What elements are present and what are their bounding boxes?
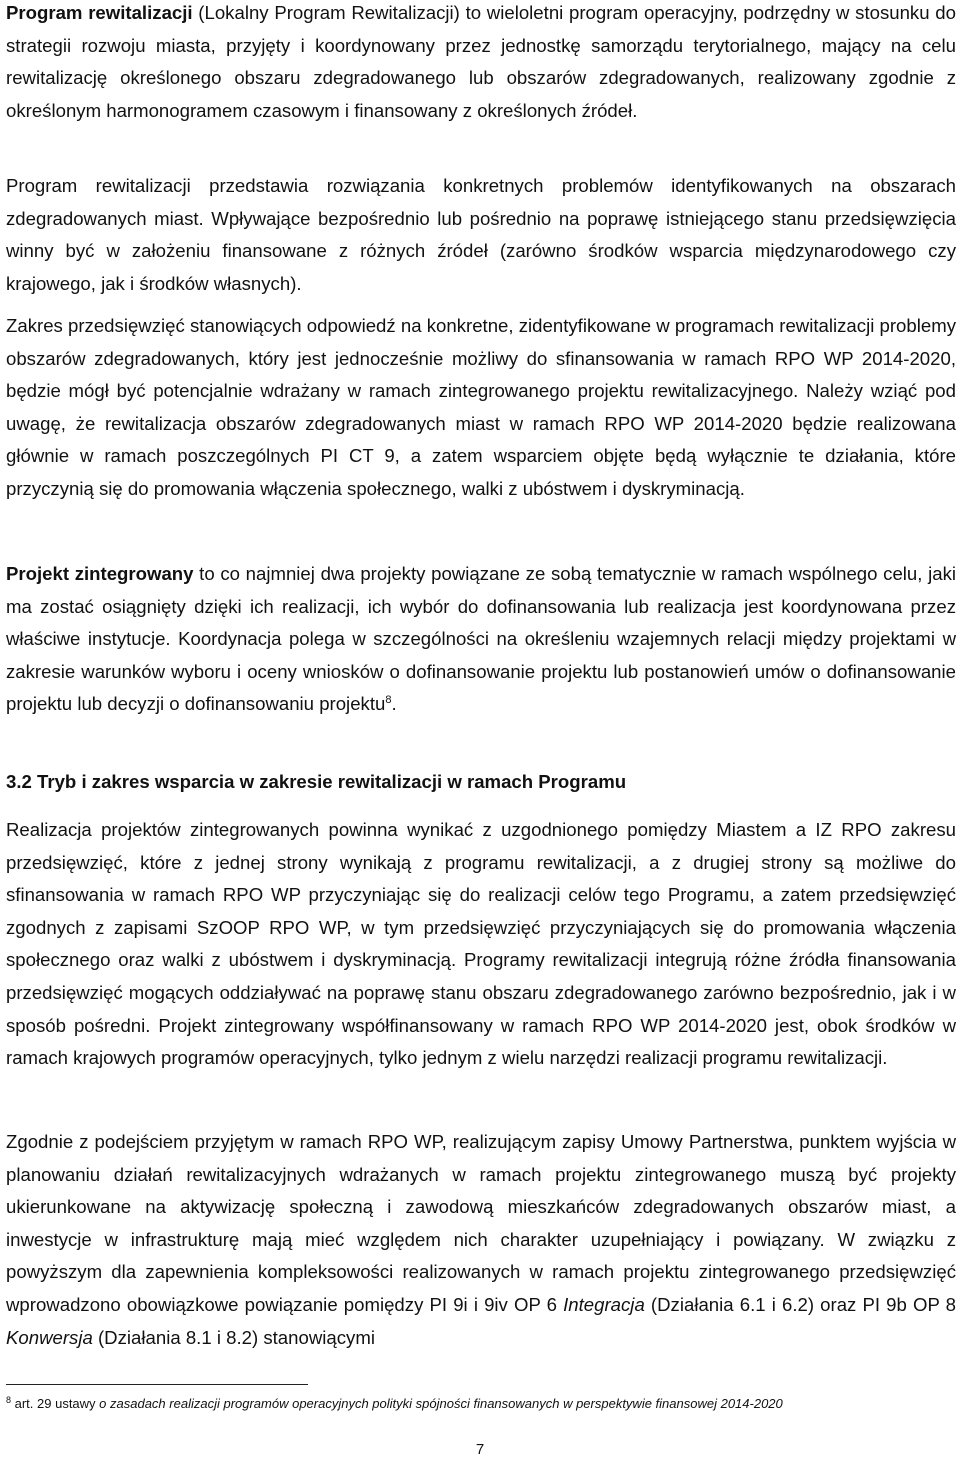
footnote-number: 8 [6,1395,12,1405]
section-heading: 3.2 Tryb i zakres wsparcia w zakresie rewitalizacji w ramach Programu [6,771,627,792]
term-projekt-zintegrowany: Projekt zintegrowany [6,563,194,584]
page-number: 7 [475,1441,485,1458]
footnote [6,1394,956,1414]
paragraph-text: (Działania 6.1 i 6.2) oraz PI 9b OP 8 [644,1293,956,1315]
paragraph-text: (Działania 8.1 i 8.2) stanowiącymi [92,1326,375,1348]
paragraph-text: to co najmniej dwa projekty powiązane ze sobą tematycznie w ramach wspólnego celu, jaki ma zostać osiągnięty dzięki ich realizacji, ich wybór do dofinansowania lub realizacja jest koordynowana przez właściwe instytucje. Koordynacja polega w szczególności na określeniu wzajemnych relacji między projektami w zakresie warunków wyboru i oceny wniosków o dofinansowanie projektu lub postanowień umów o dofinansowanie projektu lub decyzji o dofinansowaniu projektu [6,563,956,715]
op-name-integracja: Integracja [563,1293,645,1315]
term-program-rewitalizacji: Program rewitalizacji [6,2,193,23]
paragraph-zakres-przedsiewziec: Zakres przedsięwzięć stanowiących odpowiedź na konkretne, zidentyfikowane w programach rewitalizacji problemy obszarów zdegradowanych, który jest jednocześnie możliwy do sfinansowania w ramach RPO WP 2014-2020, będzie mógł być potencjalnie wdrażany w ramach zintegrowanego projektu rewitalizacyjnego. Należy wziąć pod uwagę, że rewitalizacja obszarów zdegradowanych miast w ramach RPO WP 2014-2020 będzie realizowana głównie w ramach poszczególnych PI CT 9, a zatem wsparciem objęte będą wyłącznie te działania, które przyczynią się do promowania włączenia społecznego, walki z ubóstwem i dyskryminacją. [6,315,956,499]
paragraph-rozwiazania: Program rewitalizacji przedstawia rozwiązania konkretnych problemów identyfikowanych na obszarach zdegradowanych miast. Wpływające bezpośrednio lub pośrednio na poprawę istniejącego stanu przedsięwzięcia winny być w założeniu finansowane z różnych źródeł (zarówno środków wsparcia międzynarodowego czy krajowego, jak i środków własnych). [6,175,956,294]
paragraph-realizacja-projektow: Realizacja projektów zintegrowanych powinna wynikać z uzgodnionego pomiędzy Miastem a IZ RPO zakresu przedsięwzięć, które z jednej strony wynikają z programu rewitalizacji, a z drugiej strony są możliwe do sfinansowania w ramach RPO WP przyczyniając się do realizacji celów tego Programu, a zatem przedsięwzięć zgodnych z zapisami SzOOP RPO WP, w tym przedsięwzięć przyczyniających się do promowania włączenia społecznego oraz walki z ubóstwem i dyskryminacją. Programy rewitalizacji integrują różne źródła finansowania przedsięwzięć mogących oddziaływać na poprawę stanu obszaru zdegradowanego zarówno bezpośrednio, jak i w sposób pośredni. Projekt zintegrowany współfinansowany w ramach RPO WP 2014-2020 jest, obok środków w ramach krajowych programów operacyjnych, tylko jednym z wielu narzędzi realizacji programu rewitalizacji. [6,819,956,1069]
paragraph-text: Zgodnie z podejściem przyjętym w ramach RPO WP, realizującym zapisy Umowy Partnerstwa, punktem wyjścia w planowaniu działań rewitalizacyjnych wdrażanych w ramach projektu zintegrowanego muszą być projekty ukierunkowane na aktywizację społeczną i zawodową mieszkańców zdegradowanych obszarów miast, a inwestycje w infrastrukturę mają mieć względem nich charakter uzupełniający i powiązany. W związku z powyższym dla zapewnienia kompleksowości realizowanych w ramach projektu zintegrowanego przedsięwzięć wprowadzono obowiązkowe powiązanie pomiędzy PI 9i i 9iv OP 6 [6,1131,956,1315]
paragraph-end: . [391,693,397,715]
footnote-act-title: o zasadach realizacji programów operacyjnych polityki spójności finansowanych w perspektywie finansowej 2014-2020 [99,1396,783,1411]
footnote-text: art. 29 ustawy [11,1396,100,1411]
paragraph-program-rewitalizacji [6,0,956,127]
footnote-divider [6,1384,308,1385]
op-name-konwersja: Konwersja [6,1326,93,1348]
paragraph-text: (Lokalny Program Rewitalizacji) to wieloletni program operacyjny, podrzędny w stosunku do strategii rozwoju miasta, przyjęty i koordynowany przez jednostkę samorządu terytorialnego, mający na celu rewitalizację określonego obszaru zdegradowanego lub obszarów zdegradowanych, realizowany zgodnie z określonym harmonogramem czasowym i finansowany z określonych źródeł. [6,2,956,121]
footnote-reference[interactable]: 8 [385,694,392,707]
paragraph-projekt-zintegrowany [6,558,956,721]
paragraph-zgodnie-z-podejsciem [6,1126,956,1354]
